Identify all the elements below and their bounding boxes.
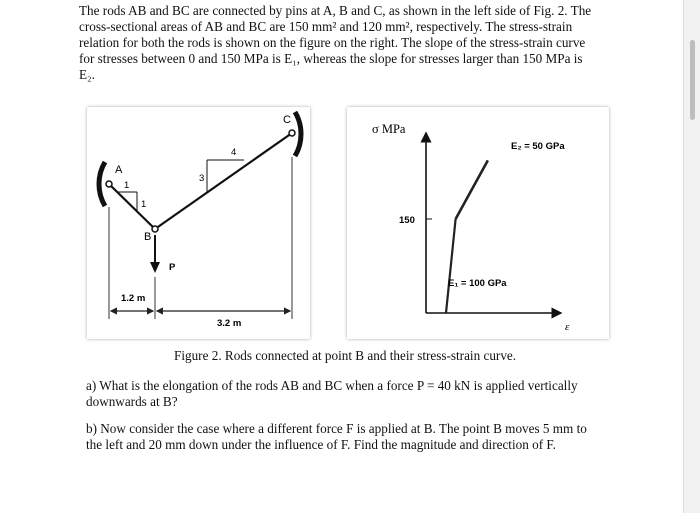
label-slope-ab-run: 1 bbox=[124, 180, 130, 191]
series-line-e2 bbox=[456, 160, 488, 219]
intro-line: cross-sectional areas of AB and BC are 150 mm² and 120 mm², respectively. The stress-strain bbox=[79, 19, 573, 34]
scrollbar-thumb[interactable] bbox=[690, 40, 695, 120]
truss-figure bbox=[87, 107, 310, 339]
pin-c bbox=[289, 130, 295, 136]
question-b-line: the left and 20 mm down under the influence of F. Find the magnitude and direction of F. bbox=[86, 437, 556, 452]
label-slope-bc-run: 4 bbox=[231, 147, 237, 158]
pin-a bbox=[106, 181, 112, 187]
label-point-a: A bbox=[115, 164, 123, 176]
label-dim-right: 3.2 m bbox=[217, 318, 242, 329]
stress-strain-figure bbox=[347, 107, 609, 339]
label-slope-ab-rise: 1 bbox=[141, 199, 147, 210]
question-b-line: b) Now consider the case where a different force F is applied at B. The point B moves 5 mm to bbox=[86, 421, 587, 436]
question-a-line: downwards at B? bbox=[86, 394, 178, 409]
annotation-e1: E₁ = 100 GPa bbox=[448, 278, 507, 289]
stress-strain-chart bbox=[347, 107, 609, 339]
support-a-wall bbox=[99, 162, 105, 206]
pin-b bbox=[152, 226, 158, 232]
intro-line: E₂. bbox=[79, 67, 95, 82]
truss-diagram bbox=[87, 107, 310, 339]
annotation-e2: E₂ = 50 GPa bbox=[511, 141, 565, 152]
y-tick-label-150: 150 bbox=[399, 215, 415, 226]
x-axis-label: ε bbox=[565, 321, 570, 333]
figure-caption: Figure 2. Rods connected at point B and their stress-strain curve. bbox=[174, 348, 517, 363]
y-axis-label: σ MPa bbox=[372, 122, 406, 136]
label-dim-left: 1.2 m bbox=[121, 293, 146, 304]
intro-line: relation for both the rods is shown on the figure on the right. The slope of the stress-strain curve bbox=[79, 35, 586, 50]
series-line-e1 bbox=[446, 219, 456, 313]
label-point-b: B bbox=[144, 231, 152, 243]
label-slope-bc-rise: 3 bbox=[199, 173, 205, 184]
label-point-c: C bbox=[283, 114, 291, 126]
label-load-p: P bbox=[169, 262, 176, 273]
intro-line: The rods AB and BC are connected by pins at A, B and C, as shown in the left side of Fig. 2. The bbox=[79, 3, 592, 18]
intro-line: for stresses between 0 and 150 MPa is E₁, whereas the slope for stresses larger than 150 MPa is bbox=[79, 51, 583, 66]
rod-bc bbox=[155, 133, 292, 229]
support-c-wall bbox=[295, 112, 301, 156]
scrollbar[interactable] bbox=[683, 0, 700, 513]
load-arrow-head bbox=[150, 262, 160, 273]
question-a-line: a) What is the elongation of the rods AB and BC when a force P = 40 kN is applied vertically bbox=[86, 378, 578, 393]
rod-ab bbox=[109, 184, 155, 229]
